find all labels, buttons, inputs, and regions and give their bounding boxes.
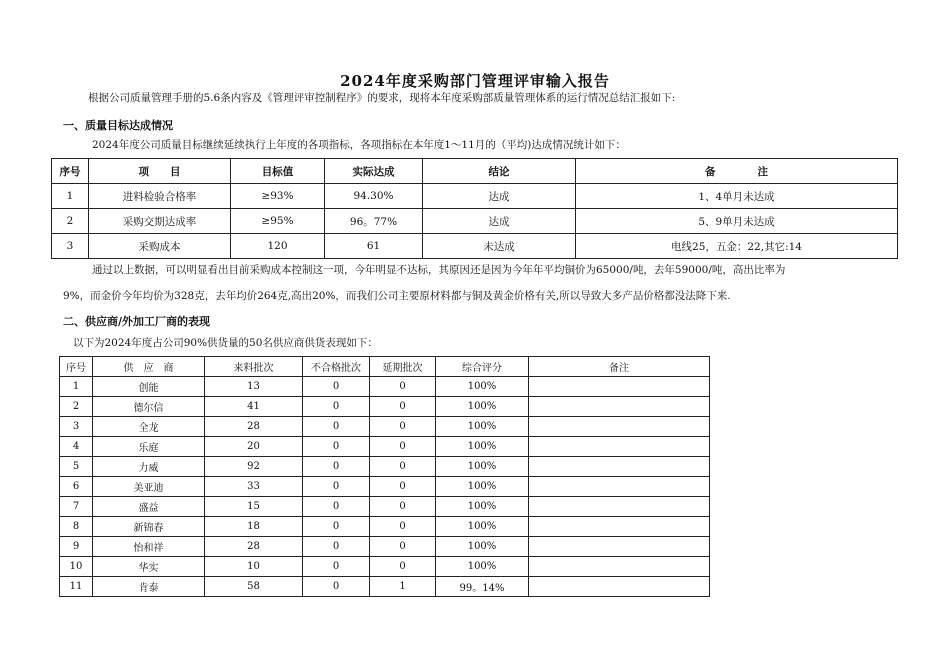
table-cell: 10	[205, 557, 303, 577]
supplier-table	[59, 356, 710, 597]
section1-heading: 一、质量目标达成情况	[63, 119, 173, 132]
table-cell: 41	[205, 397, 303, 417]
table-cell: 0	[303, 397, 370, 417]
table-cell: 100%	[436, 537, 529, 557]
header-cell: 目标值	[231, 159, 325, 184]
table-row	[52, 209, 898, 234]
table-row	[60, 437, 710, 457]
table-cell	[529, 397, 710, 417]
header-cell: 实际达成	[325, 159, 423, 184]
table-cell: 达成	[423, 209, 576, 234]
table-cell: 5、9单月未达成	[576, 209, 898, 234]
table-cell: 10	[60, 557, 93, 577]
table-row	[60, 537, 710, 557]
table-cell	[529, 497, 710, 517]
table-cell: 58	[205, 577, 303, 597]
table-cell: 未达成	[423, 234, 576, 259]
table-cell: 0	[370, 497, 436, 517]
table-cell: 94.30%	[325, 184, 423, 209]
table-cell: 1	[370, 577, 436, 597]
table-cell: 4	[60, 437, 93, 457]
table-cell: 0	[370, 537, 436, 557]
table-cell: 120	[231, 234, 325, 259]
quality-target-table	[51, 158, 898, 259]
table-cell: 100%	[436, 557, 529, 577]
table-cell: 100%	[436, 377, 529, 397]
table-row	[52, 234, 898, 259]
table-cell	[529, 417, 710, 437]
table-cell	[529, 517, 710, 537]
table-cell: 0	[370, 517, 436, 537]
table-cell	[529, 437, 710, 457]
table-cell: 1	[60, 377, 93, 397]
table-cell: 100%	[436, 497, 529, 517]
table-cell: 100%	[436, 517, 529, 537]
table-cell: 61	[325, 234, 423, 259]
table-row	[60, 477, 710, 497]
table-cell: 0	[370, 437, 436, 457]
table-cell: 肯泰	[93, 577, 205, 597]
table-cell: 华实	[93, 557, 205, 577]
header-cell: 来料批次	[205, 357, 303, 377]
table-cell	[529, 457, 710, 477]
intro-paragraph: 根据公司质量管理手册的5.6条内容及《管理评审控制程序》的要求，现将本年度采购部质量管理体系的运行情况总结汇报如下:	[88, 92, 676, 104]
table-cell: 全龙	[93, 417, 205, 437]
table-cell	[529, 537, 710, 557]
table-cell: 0	[303, 477, 370, 497]
table-cell: ≥93%	[231, 184, 325, 209]
header-cell: 不合格批次	[303, 357, 370, 377]
table-cell: 99。14%	[436, 577, 529, 597]
table-cell: 0	[303, 577, 370, 597]
table-cell: 28	[205, 537, 303, 557]
table-cell: 乐庭	[93, 437, 205, 457]
table-cell: 6	[60, 477, 93, 497]
table-cell: 0	[370, 557, 436, 577]
table-cell: 3	[60, 417, 93, 437]
table-cell: 20	[205, 437, 303, 457]
table-cell: 0	[370, 377, 436, 397]
table-cell: 0	[303, 457, 370, 477]
table-row	[60, 577, 710, 597]
table-cell: 100%	[436, 457, 529, 477]
table-cell: 9	[60, 537, 93, 557]
table-row	[60, 457, 710, 477]
table-row	[60, 497, 710, 517]
table-cell: 100%	[436, 397, 529, 417]
report-title: 2024年度采购部门管理评审输入报告	[340, 72, 610, 90]
table-cell: 100%	[436, 417, 529, 437]
table-cell: 2	[60, 397, 93, 417]
table-cell: 新锦春	[93, 517, 205, 537]
table-cell: 100%	[436, 477, 529, 497]
table-cell: 1、4单月未达成	[576, 184, 898, 209]
table-row	[52, 184, 898, 209]
table-row	[60, 397, 710, 417]
table-header-row	[60, 357, 710, 377]
header-cell: 结论	[423, 159, 576, 184]
table-cell	[529, 557, 710, 577]
table-cell: 13	[205, 377, 303, 397]
table-cell: 0	[303, 497, 370, 517]
table-cell: 0	[303, 437, 370, 457]
table-cell: 电线25，五金：22,其它:14	[576, 234, 898, 259]
table-cell: 0	[370, 457, 436, 477]
header-cell: 序号	[60, 357, 93, 377]
header-cell: 序号	[52, 159, 89, 184]
table-cell: 0	[370, 417, 436, 437]
analysis-line-2: 9%，而金价今年均价为328克，去年均价264克,高出20%，而我们公司主要原材料都与铜及黄金价格有关,所以导致大多产品价格都没法降下来.	[63, 290, 731, 302]
table-cell: 0	[303, 537, 370, 557]
table-cell: 100%	[436, 437, 529, 457]
table-cell: 3	[52, 234, 89, 259]
analysis-line-1: 通过以上数据，可以明显看出目前采购成本控制这一项，今年明显不达标，其原因还是因为今年年平均铜价为65000/吨，去年59000/吨，高出比率为	[92, 264, 786, 276]
table-row	[60, 517, 710, 537]
table-cell: 15	[205, 497, 303, 517]
header-cell: 备 注	[576, 159, 898, 184]
table-cell	[529, 577, 710, 597]
table-cell: 92	[205, 457, 303, 477]
table-cell: 盛益	[93, 497, 205, 517]
table-cell: 德尔信	[93, 397, 205, 417]
table-cell: 美亚迪	[93, 477, 205, 497]
table-header-row	[52, 159, 898, 184]
table-cell: 7	[60, 497, 93, 517]
table-cell: 0	[303, 517, 370, 537]
table-cell: 18	[205, 517, 303, 537]
header-cell: 项 目	[89, 159, 231, 184]
header-cell: 供 应 商	[93, 357, 205, 377]
table-cell: 11	[60, 577, 93, 597]
table-cell: 进料检验合格率	[89, 184, 231, 209]
table-cell: 采购交期达成率	[89, 209, 231, 234]
table-cell: 创能	[93, 377, 205, 397]
table-cell: 28	[205, 417, 303, 437]
section2-heading: 二、供应商/外加工厂商的表现	[63, 315, 211, 328]
table-cell: 33	[205, 477, 303, 497]
table-cell: 96。77%	[325, 209, 423, 234]
table-cell: 采购成本	[89, 234, 231, 259]
table-cell	[529, 477, 710, 497]
section1-description: 2024年度公司质量目标继续延续执行上年度的各项指标，各项指标在本年度1～11月的（平均)达成情况统计如下：	[92, 139, 626, 151]
table-cell: 0	[303, 377, 370, 397]
header-cell: 综合评分	[436, 357, 529, 377]
table-row	[60, 377, 710, 397]
table-cell	[529, 377, 710, 397]
table-cell: 0	[370, 397, 436, 417]
header-cell: 延期批次	[370, 357, 436, 377]
table-cell: 力威	[93, 457, 205, 477]
table-cell: 2	[52, 209, 89, 234]
table-cell: 达成	[423, 184, 576, 209]
table-cell: 8	[60, 517, 93, 537]
table-cell: 0	[303, 417, 370, 437]
table-cell: 0	[303, 557, 370, 577]
section2-description: 以下为2024年度占公司90%供货量的50名供应商供货表现如下：	[73, 337, 378, 349]
table-row	[60, 557, 710, 577]
table-cell: 5	[60, 457, 93, 477]
table-cell: 怡和祥	[93, 537, 205, 557]
table-cell: 0	[370, 477, 436, 497]
header-cell: 备注	[529, 357, 710, 377]
table-cell: ≥95%	[231, 209, 325, 234]
table-cell: 1	[52, 184, 89, 209]
table-row	[60, 417, 710, 437]
